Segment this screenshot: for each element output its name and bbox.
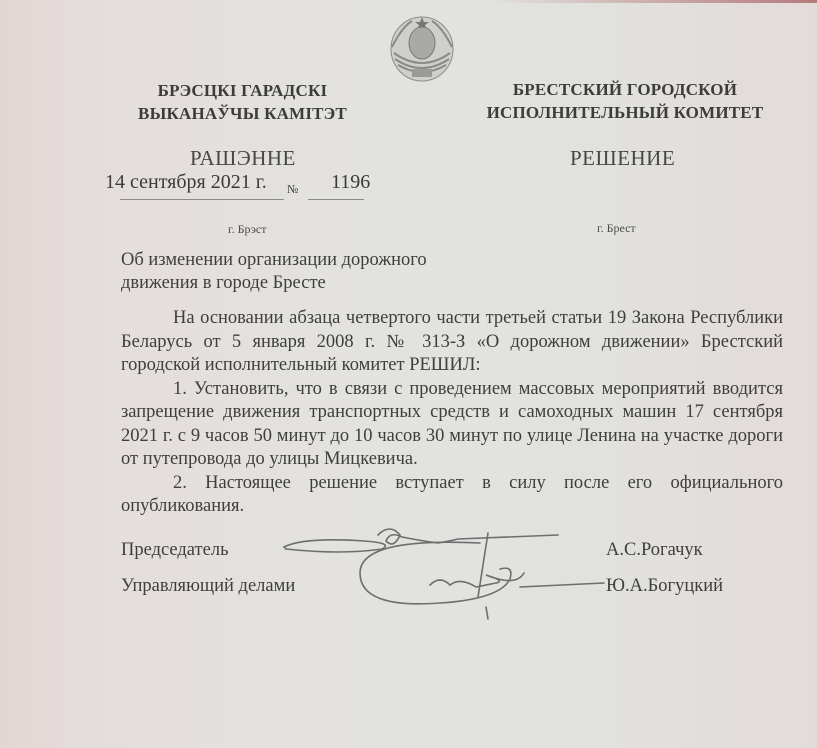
decision-subject xyxy=(121,249,427,295)
chair-name: А.С.Рогачук xyxy=(606,540,703,560)
decision-number: 1196 xyxy=(331,171,371,193)
subject-line1: Об изменении организации дорожного xyxy=(121,250,427,270)
city-belarusian: г. Брэст xyxy=(228,222,267,236)
photo-edge xyxy=(0,0,817,3)
header-by-line2: ВЫКАНАЎЧЫ КАМІТЭТ xyxy=(138,104,347,123)
header-by-line1: БРЭСЦКІ ГАРАДСКІ xyxy=(157,81,328,100)
city-russian: г. Брест xyxy=(597,221,636,235)
doc-type-russian: РЕШЕНИЕ xyxy=(570,146,676,170)
item-2-paragraph: 2. Настоящее решение вступает в силу после его официального опубликования. xyxy=(121,472,783,516)
doc-type-belarusian: РАШЭННЕ xyxy=(190,146,296,170)
decision-body xyxy=(121,307,783,519)
preamble-paragraph: На основании абзаца четвертого части третьей статьи 19 Закона Республики Беларусь от 5 января 2008 г. № 313-З «О дорожном движении» Брестский городской исполнительный комитет РЕШИЛ: xyxy=(121,308,783,375)
handwritten-signatures xyxy=(280,525,610,625)
belarus-coat-of-arms-icon xyxy=(389,13,455,83)
subject-line2: движения в городе Бресте xyxy=(121,273,326,293)
manager-label: Управляющий делами xyxy=(121,576,296,596)
header-ru-line1: БРЕСТСКИЙ ГОРОДСКОЙ xyxy=(512,80,738,99)
date-underline xyxy=(120,199,284,200)
number-underline xyxy=(308,199,364,200)
item-1-paragraph: 1. Установить, что в связи с проведением массовых мероприятий вводится запрещение движения транспортных средств и самоходных машин 17 сентября 2021 г. с 9 часов 50 минут до 10 часов 30 минут по улице Ленина на участке дороги от путепровода до улицы Мицкевича. xyxy=(121,378,783,469)
header-ru-line2: ИСПОЛНИТЕЛЬНЫЙ КОМИТЕТ xyxy=(486,103,764,122)
issuer-header-russian xyxy=(470,78,780,124)
chair-label: Председатель xyxy=(121,540,229,560)
issuer-header-belarusian xyxy=(120,79,365,125)
decision-date: 14 сентября 2021 г. xyxy=(105,171,267,193)
number-sign: № xyxy=(287,182,299,196)
manager-name: Ю.А.Богуцкий xyxy=(606,576,724,596)
